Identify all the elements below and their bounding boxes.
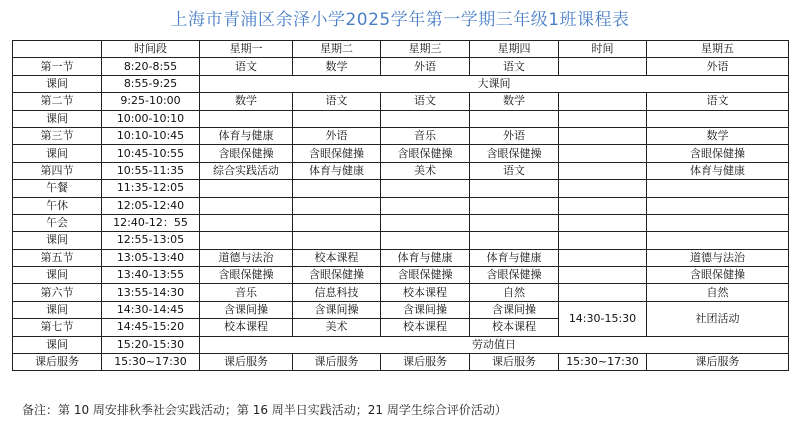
column-header: 星期一 bbox=[200, 41, 293, 58]
column-header: 时间段 bbox=[102, 41, 200, 58]
class-cell: 课后服务 bbox=[381, 354, 470, 371]
class-cell bbox=[381, 197, 470, 214]
period-name: 第七节 bbox=[13, 319, 102, 336]
period-time: 10:10-10:45 bbox=[102, 127, 200, 144]
friday-activity-cell: 社团活动 bbox=[647, 301, 789, 336]
schedule-table bbox=[12, 40, 789, 371]
table-row bbox=[13, 162, 789, 179]
class-cell: 含眼保健操 bbox=[381, 267, 470, 284]
column-header: 星期四 bbox=[470, 41, 559, 58]
period-name: 课间 bbox=[13, 301, 102, 318]
class-cell bbox=[293, 110, 381, 127]
column-header bbox=[13, 41, 102, 58]
period-time: 10:55-11:35 bbox=[102, 162, 200, 179]
class-cell bbox=[470, 214, 559, 231]
table-row bbox=[13, 75, 789, 92]
class-cell: 含眼保健操 bbox=[381, 145, 470, 162]
class-cell: 语文 bbox=[470, 58, 559, 75]
class-cell: 校本课程 bbox=[381, 319, 470, 336]
period-time: 15:20-15:30 bbox=[102, 336, 200, 353]
class-cell bbox=[470, 180, 559, 197]
friday-cell bbox=[647, 232, 789, 249]
period-name: 课间 bbox=[13, 336, 102, 353]
period-time: 13:40-13:55 bbox=[102, 267, 200, 284]
period-name: 第二节 bbox=[13, 93, 102, 110]
table-row bbox=[13, 354, 789, 371]
period-time: 14:30-14:45 bbox=[102, 301, 200, 318]
table-row bbox=[13, 284, 789, 301]
table-row bbox=[13, 214, 789, 231]
table-row bbox=[13, 267, 789, 284]
class-cell: 含眼保健操 bbox=[200, 145, 293, 162]
period-name: 午餐 bbox=[13, 180, 102, 197]
class-cell bbox=[200, 180, 293, 197]
class-cell: 外语 bbox=[470, 127, 559, 144]
friday-cell: 语文 bbox=[647, 93, 789, 110]
class-cell: 课后服务 bbox=[470, 354, 559, 371]
class-cell bbox=[293, 197, 381, 214]
footnote: 备注：第 10 周安排秋季社会实践活动；第 16 周半日实践活动；21 周学生综合评价活动） bbox=[22, 403, 507, 417]
table-row bbox=[13, 180, 789, 197]
span-cell: 大课间 bbox=[200, 75, 789, 92]
class-cell bbox=[470, 197, 559, 214]
class-cell: 含眼保健操 bbox=[200, 267, 293, 284]
span-cell: 劳动值日 bbox=[200, 336, 789, 353]
friday-cell: 道德与法治 bbox=[647, 249, 789, 266]
class-cell: 校本课程 bbox=[381, 284, 470, 301]
time-cell bbox=[559, 197, 647, 214]
class-cell bbox=[381, 110, 470, 127]
column-header: 星期二 bbox=[293, 41, 381, 58]
class-cell: 体育与健康 bbox=[381, 249, 470, 266]
table-row bbox=[13, 249, 789, 266]
time-cell bbox=[559, 127, 647, 144]
period-name: 第五节 bbox=[13, 249, 102, 266]
table-row bbox=[13, 110, 789, 127]
period-time: 12:40-12：55 bbox=[102, 214, 200, 231]
table-row bbox=[13, 197, 789, 214]
time-cell bbox=[559, 145, 647, 162]
class-cell: 数学 bbox=[470, 93, 559, 110]
class-cell: 课后服务 bbox=[293, 354, 381, 371]
friday-cell: 含眼保健操 bbox=[647, 145, 789, 162]
class-cell: 美术 bbox=[381, 162, 470, 179]
class-cell: 道德与法治 bbox=[200, 249, 293, 266]
class-cell: 外语 bbox=[293, 127, 381, 144]
period-time: 10:00-10:10 bbox=[102, 110, 200, 127]
friday-cell bbox=[647, 180, 789, 197]
period-name: 课间 bbox=[13, 145, 102, 162]
class-cell: 体育与健康 bbox=[470, 249, 559, 266]
friday-cell bbox=[647, 214, 789, 231]
friday-cell: 外语 bbox=[647, 58, 789, 75]
time-cell bbox=[559, 214, 647, 231]
time-cell bbox=[559, 232, 647, 249]
time-cell bbox=[559, 180, 647, 197]
class-cell: 体育与健康 bbox=[293, 162, 381, 179]
class-cell: 语文 bbox=[470, 162, 559, 179]
period-time: 9:25-10:00 bbox=[102, 93, 200, 110]
class-cell bbox=[200, 197, 293, 214]
class-cell bbox=[470, 232, 559, 249]
period-time: 14:45-15:20 bbox=[102, 319, 200, 336]
period-name: 课间 bbox=[13, 110, 102, 127]
table-row bbox=[13, 232, 789, 249]
class-cell bbox=[381, 232, 470, 249]
class-cell: 含课间操 bbox=[293, 301, 381, 318]
class-cell: 课后服务 bbox=[200, 354, 293, 371]
class-cell: 美术 bbox=[293, 319, 381, 336]
period-name: 第六节 bbox=[13, 284, 102, 301]
table-row bbox=[13, 93, 789, 110]
class-cell: 数学 bbox=[200, 93, 293, 110]
time-cell bbox=[559, 249, 647, 266]
class-cell: 含眼保健操 bbox=[293, 145, 381, 162]
period-time: 8:20-8:55 bbox=[102, 58, 200, 75]
friday-cell: 体育与健康 bbox=[647, 162, 789, 179]
friday-time-cell: 14:30-15:30 bbox=[559, 301, 647, 336]
class-cell bbox=[470, 110, 559, 127]
class-cell bbox=[200, 232, 293, 249]
friday-cell: 课后服务 bbox=[647, 354, 789, 371]
class-cell bbox=[293, 232, 381, 249]
column-header: 星期五 bbox=[647, 41, 789, 58]
friday-cell: 数学 bbox=[647, 127, 789, 144]
period-time: 12:55-13:05 bbox=[102, 232, 200, 249]
friday-cell: 自然 bbox=[647, 284, 789, 301]
period-time: 10:45-10:55 bbox=[102, 145, 200, 162]
table-row bbox=[13, 58, 789, 75]
class-cell: 综合实践活动 bbox=[200, 162, 293, 179]
class-cell: 语文 bbox=[200, 58, 293, 75]
time-cell: 15:30~17:30 bbox=[559, 354, 647, 371]
class-cell bbox=[293, 180, 381, 197]
period-name: 午休 bbox=[13, 197, 102, 214]
period-name: 课间 bbox=[13, 75, 102, 92]
class-cell: 校本课程 bbox=[470, 319, 559, 336]
period-name: 课后服务 bbox=[13, 354, 102, 371]
time-cell bbox=[559, 110, 647, 127]
time-cell bbox=[559, 93, 647, 110]
class-cell bbox=[293, 214, 381, 231]
class-cell: 含课间操 bbox=[381, 301, 470, 318]
period-name: 课间 bbox=[13, 267, 102, 284]
class-cell: 自然 bbox=[470, 284, 559, 301]
class-cell bbox=[381, 214, 470, 231]
class-cell: 语文 bbox=[381, 93, 470, 110]
period-time: 12:05-12:40 bbox=[102, 197, 200, 214]
table-row bbox=[13, 145, 789, 162]
class-cell: 含眼保健操 bbox=[470, 145, 559, 162]
class-cell: 音乐 bbox=[200, 284, 293, 301]
class-cell: 校本课程 bbox=[293, 249, 381, 266]
friday-cell bbox=[647, 110, 789, 127]
time-cell bbox=[559, 58, 647, 75]
period-time: 13:05-13:40 bbox=[102, 249, 200, 266]
class-cell: 信息科技 bbox=[293, 284, 381, 301]
class-cell bbox=[200, 214, 293, 231]
header-row bbox=[13, 41, 789, 58]
page-title: 上海市青浦区余泽小学2025学年第一学期三年级1班课程表 bbox=[170, 10, 630, 30]
class-cell: 数学 bbox=[293, 58, 381, 75]
period-name: 午会 bbox=[13, 214, 102, 231]
class-cell: 体育与健康 bbox=[200, 127, 293, 144]
period-name: 第四节 bbox=[13, 162, 102, 179]
period-time: 15:30~17:30 bbox=[102, 354, 200, 371]
table-row bbox=[13, 336, 789, 353]
period-name: 课间 bbox=[13, 232, 102, 249]
time-cell bbox=[559, 284, 647, 301]
column-header: 星期三 bbox=[381, 41, 470, 58]
column-header: 时间 bbox=[559, 41, 647, 58]
table-row bbox=[13, 301, 789, 318]
class-cell bbox=[200, 110, 293, 127]
period-name: 第一节 bbox=[13, 58, 102, 75]
class-cell: 含课间操 bbox=[200, 301, 293, 318]
class-cell: 校本课程 bbox=[200, 319, 293, 336]
class-cell: 语文 bbox=[293, 93, 381, 110]
friday-cell: 含眼保健操 bbox=[647, 267, 789, 284]
table-row bbox=[13, 127, 789, 144]
period-name: 第三节 bbox=[13, 127, 102, 144]
class-cell: 外语 bbox=[381, 58, 470, 75]
period-time: 8:55-9:25 bbox=[102, 75, 200, 92]
time-cell bbox=[559, 162, 647, 179]
period-time: 13:55-14:30 bbox=[102, 284, 200, 301]
class-cell: 含眼保健操 bbox=[293, 267, 381, 284]
period-time: 11:35-12:05 bbox=[102, 180, 200, 197]
class-cell: 含眼保健操 bbox=[470, 267, 559, 284]
time-cell bbox=[559, 267, 647, 284]
class-cell bbox=[381, 180, 470, 197]
class-cell: 音乐 bbox=[381, 127, 470, 144]
class-cell: 含课间操 bbox=[470, 301, 559, 318]
friday-cell bbox=[647, 197, 789, 214]
